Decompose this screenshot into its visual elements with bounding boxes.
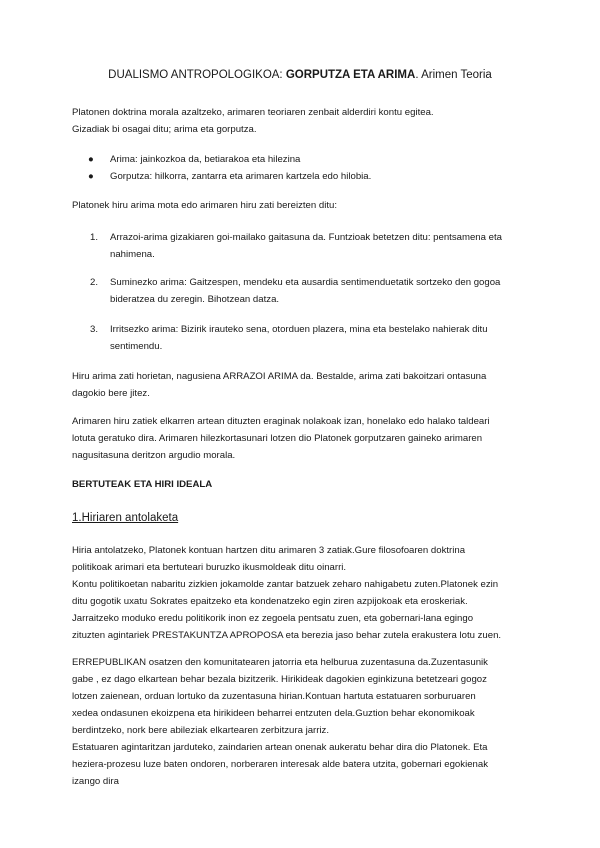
item-line-2: sentimendu. xyxy=(110,341,163,352)
paragraph-line: xedea ondasunen ekoizpena eta hirikideen beharrei entzuten dela.Guztion behar ekonomikoak xyxy=(72,708,475,719)
paragraph-line: nagusitasuna deritzon argudio morala. xyxy=(72,450,236,461)
paragraph-line: ERREPUBLIKAN osatzen den komunitatearen jatorria eta helburua zuzentasuna da.Zuzentasunik xyxy=(72,657,488,668)
paragraph-line: Arimaren hiru zatiek elkarren artean dituzten eraginak nolakoak izan, honelako edo halako taldeari xyxy=(72,416,490,427)
paragraph-line: lotuta geratuko dira. Arimaren hilezkortasunari lotzen dio Platonek gorputzaren gaineko arimaren xyxy=(72,433,483,444)
paragraph-line: berdintzeko, nork bere abileziak elkartearen zerbitzura jarriz. xyxy=(72,725,330,736)
three-parts-intro: Platonek hiru arima mota edo arimaren hiru zati bereizten ditu: xyxy=(72,200,338,211)
paragraph-line: gabe , ez dago elkartean behar bezala bizitzerik. Hirikideak dagokien eginkizuna betetzeari gogoz xyxy=(72,674,487,685)
paragraph-line: Kontu politikoetan nabaritu zizkien jokamolde zantar batzuek zeharo nahigabetu zuten.Platonek ezin xyxy=(72,579,499,590)
numbered-item xyxy=(90,321,530,355)
numbered-item xyxy=(90,274,530,308)
title-part-2: GORPUTZA ETA ARIMA xyxy=(285,69,416,81)
paragraph-line: Estatuaren agintaritzan jarduteko, zaindarien artean onenak aukeratu behar dira dio Platonek. Eta xyxy=(72,742,488,753)
paragraph-arimaren xyxy=(72,413,532,464)
paragraph-line: ditu gogotik uxatu Sokrates epaitzeko eta kondenatzeko egin ziren azpijokoak eta eroskeriak. xyxy=(72,596,468,607)
paragraph-line: izango dira xyxy=(72,776,119,787)
item-line-2: bideratzea du zeregin. Bihotzean datza. xyxy=(110,294,280,305)
section-heading: BERTUTEAK ETA HIRI IDEALA xyxy=(72,479,213,490)
paragraph-line: zituzten agintariek PRESTAKUNTZA APROPOSA eta berezia jaso behar zutela erakustera lotu zuen. xyxy=(72,630,502,641)
item-line-1: Arrazoi-arima gizakiaren goi-mailako gaitasuna da. Funtzioak betetzen ditu: pentsamena eta xyxy=(110,232,502,243)
item-line-2: nahimena. xyxy=(110,249,155,260)
title-part-1: DUALISMO ANTROPOLOGIKOA: xyxy=(108,69,286,81)
item-number: 2. xyxy=(90,277,99,288)
paragraph-line: lotzen zaienean, orduan lortuko da zuzentasuna hirian.Kontuan hartuta estatuaren sorburuaren xyxy=(72,691,476,702)
paragraph-errepublikan xyxy=(72,654,532,790)
paragraph-line: Jarraitzeko moduko eredu politikorik inon ez zegoela pentsatu zuen, eta gobernari-lana egingo xyxy=(72,613,474,624)
title-part-3: . Arimen Teoria xyxy=(415,69,492,81)
item-line-1: Suminezko arima: Gaitzespen, mendeku eta ausardia sentimenduetatik sortzeko den gogoa xyxy=(110,277,501,288)
bullet-dot-icon: ● xyxy=(88,154,94,165)
numbered-item xyxy=(90,229,530,263)
paragraph-hiru xyxy=(72,368,532,402)
intro-line-1: Platonen doktrina morala azaltzeko, arimaren teoriaren zenbait alderdiri kontu egitea. xyxy=(72,107,434,118)
bullet-text: Gorputza: hilkorra, zantarra eta arimaren kartzela edo hilobia. xyxy=(110,171,372,182)
bullet-dot-icon: ● xyxy=(88,171,94,182)
document-title xyxy=(0,69,600,81)
paragraph-line: politikoak arimari eta bertuteari buruzko ikusmoldeak ditu oinarri. xyxy=(72,562,347,573)
subsection-heading: 1.Hiriaren antolaketa xyxy=(72,512,179,524)
item-line-1: Irritsezko arima: Bizirik irauteko sena, otorduen plazera, mina eta bestelako nahierak ditu xyxy=(110,324,488,335)
item-number: 3. xyxy=(90,324,99,335)
item-number: 1. xyxy=(90,232,99,243)
bullet-item xyxy=(88,168,371,185)
bullet-text: Arima: jainkozkoa da, betiarakoa eta hilezina xyxy=(110,154,301,165)
bullet-item xyxy=(88,151,300,168)
intro-paragraph xyxy=(72,104,532,138)
paragraph-line: dagokio bere jitez. xyxy=(72,388,150,399)
paragraph-line: heziera-prozesu luze baten ondoren, norberaren interesak alde batera utzita, gobernari egokienak xyxy=(72,759,488,770)
intro-line-2: Gizadiak bi osagai ditu; arima eta gorputza. xyxy=(72,124,257,135)
paragraph-line: Hiria antolatzeko, Platonek kontuan hartzen ditu arimaren 3 zatiak.Gure filosofoaren doktrina xyxy=(72,545,466,556)
paragraph-line: Hiru arima zati horietan, nagusiena ARRAZOI ARIMA da. Bestalde, arima zati bakoitzari ontasuna xyxy=(72,371,487,382)
paragraph-hiria xyxy=(72,542,532,644)
